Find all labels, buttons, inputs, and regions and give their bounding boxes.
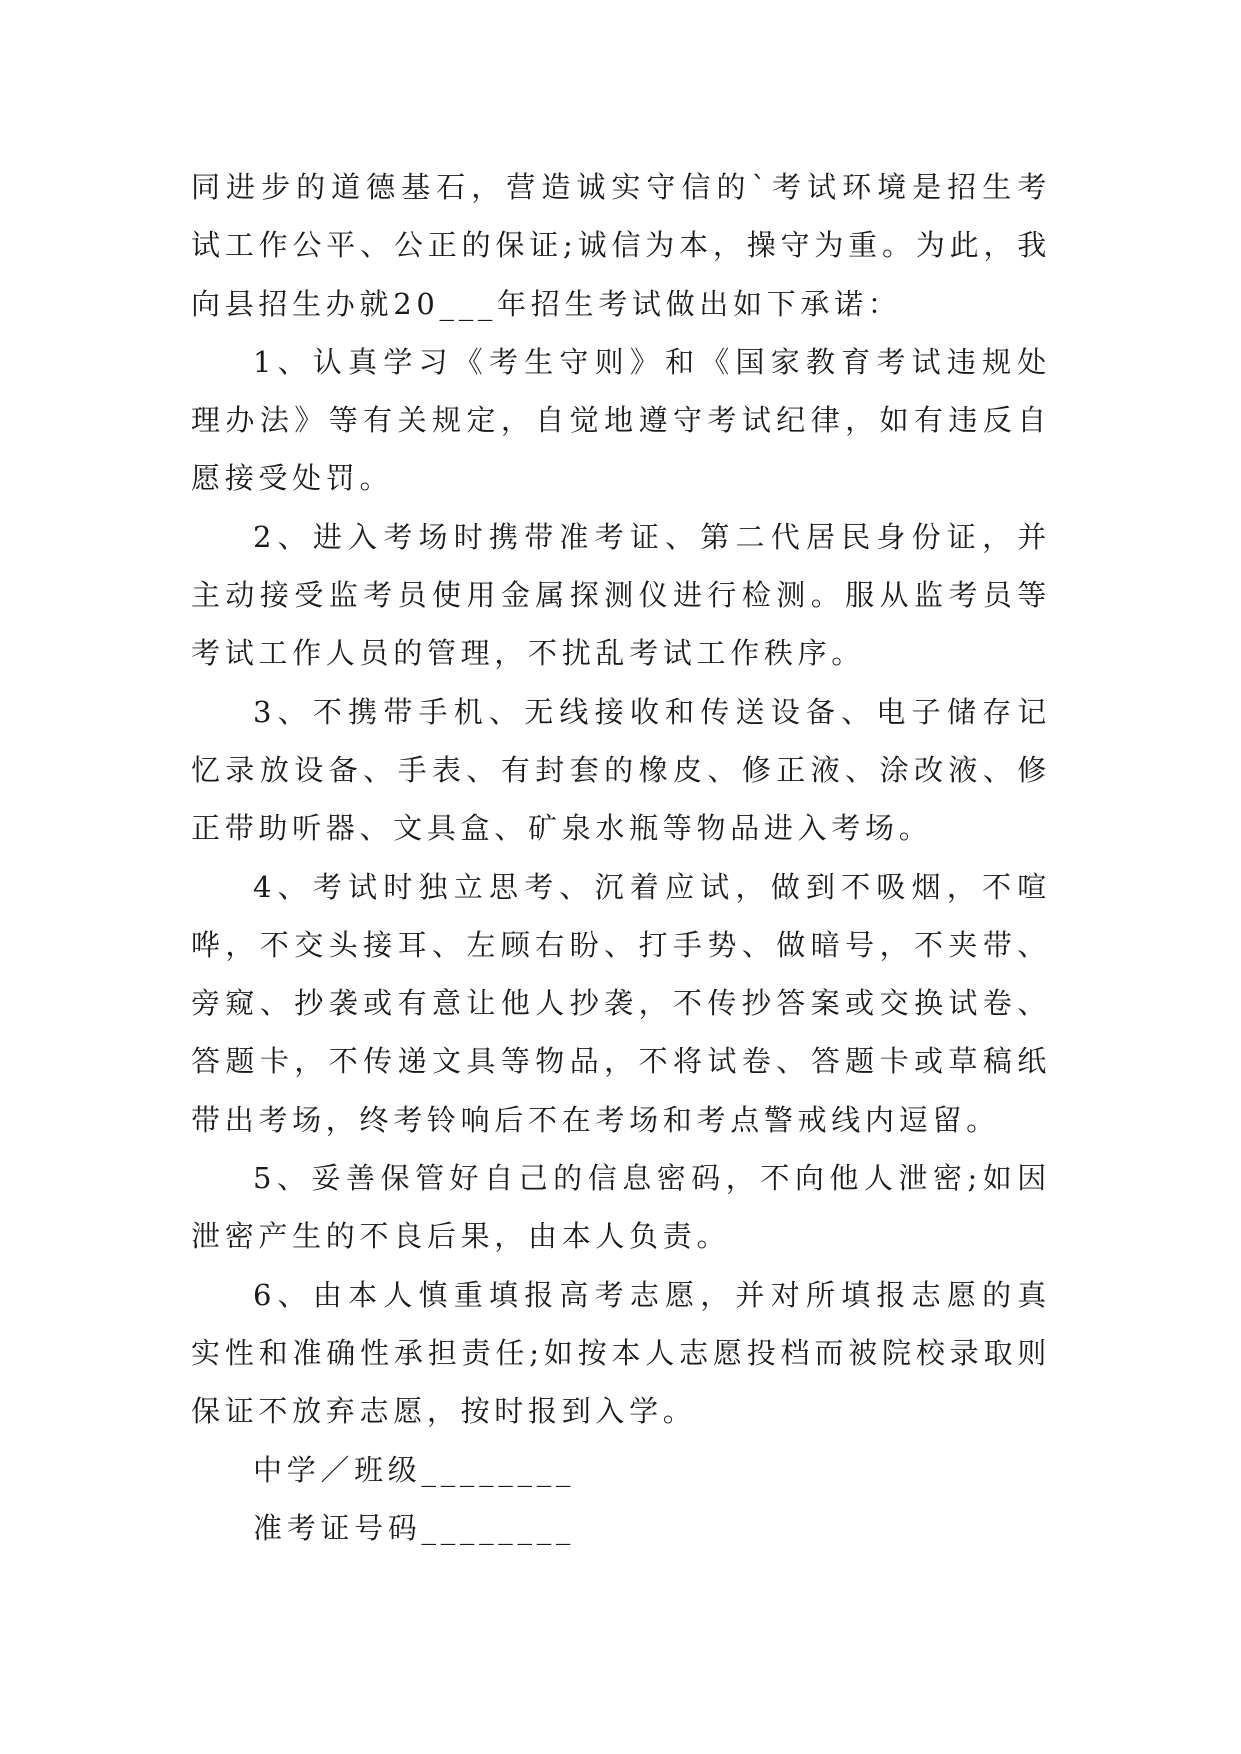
school-class-field: 中学／班级________	[253, 1452, 576, 1487]
pledge-item-6: 6、由本人慎重填报高考志愿，并对所填报志愿的真实性和准确性承担责任;如按本人志愿投档而被院校录取则保证不放弃志愿，按时报到入学。	[191, 1277, 1051, 1429]
admission-ticket-field: 准考证号码________	[253, 1510, 576, 1545]
intro-paragraph: 同进步的道德基石，营造诚实守信的`考试环境是招生考试工作公平、公正的保证;诚信为本，操守为重。为此，我向县招生办就20___年招生考试做出如下承诺：	[191, 170, 1051, 321]
document-page	[191, 158, 1051, 1557]
pledge-item-5: 5、妥善保管好自己的信息密码，不向他人泄密;如因泄密产生的不良后果，由本人负责。	[191, 1161, 1051, 1254]
pledge-item-2: 2、进入考场时携带准考证、第二代居民身份证，并主动接受监考员使用金属探测仪进行检测。服从监考员等考试工作人员的管理，不扰乱考试工作秩序。	[191, 519, 1051, 671]
pledge-item-4: 4、考试时独立思考、沉着应试，做到不吸烟，不喧哗，不交头接耳、左顾右盼、打手势、做暗号，不夹带、旁窥、抄袭或有意让他人抄袭，不传抄答案或交换试卷、答题卡，不传递文具等物品，不将试卷、答题卡或草稿纸带出考场，终考铃响后不在考场和考点警戒线内逗留。	[191, 869, 1051, 1137]
pledge-item-3: 3、不携带手机、无线接收和传送设备、电子储存记忆录放设备、手表、有封套的橡皮、修正液、涂改液、修正带助听器、文具盒、矿泉水瓶等物品进入考场。	[191, 694, 1051, 846]
pledge-item-1: 1、认真学习《考生守则》和《国家教育考试违规处理办法》等有关规定，自觉地遵守考试纪律，如有违反自愿接受处罚。	[191, 344, 1051, 496]
